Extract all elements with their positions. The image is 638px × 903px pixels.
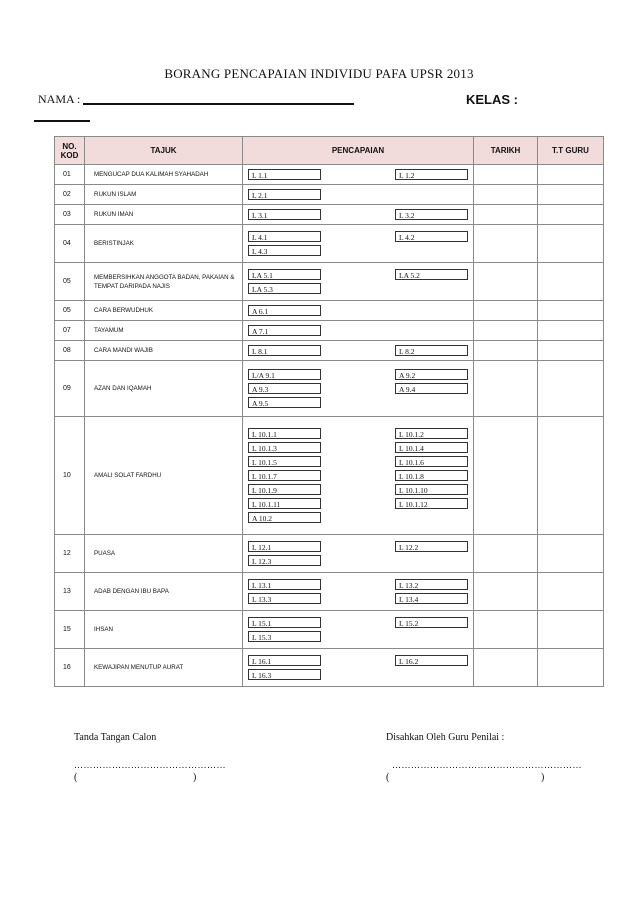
table-row <box>55 225 604 263</box>
candidate-signature-label: Tanda Tangan Calon <box>74 732 157 743</box>
achievement-checkbox[interactable]: L 10.1.2 <box>395 428 468 439</box>
row-pencapaian <box>243 165 474 185</box>
header-kod: NO. KOD <box>55 137 85 165</box>
kelas-field-line[interactable] <box>34 120 90 122</box>
row-tarikh-cell[interactable] <box>474 361 538 417</box>
row-kod: 08 <box>55 341 85 361</box>
achievement-checkbox[interactable]: L 1.1 <box>248 169 321 180</box>
row-tajuk: RUKUN IMAN <box>85 205 243 225</box>
row-kod: 02 <box>55 185 85 205</box>
row-guru-signature-cell[interactable] <box>538 361 604 417</box>
achievement-checkbox[interactable]: L 8.1 <box>248 345 321 356</box>
kelas-label: KELAS : <box>466 92 518 107</box>
row-kod: 07 <box>55 321 85 341</box>
row-pencapaian <box>243 573 474 611</box>
row-pencapaian <box>243 361 474 417</box>
row-tarikh-cell[interactable] <box>474 185 538 205</box>
achievement-checkbox[interactable]: L/A 9.1 <box>248 369 321 380</box>
row-tarikh-cell[interactable] <box>474 301 538 321</box>
table-row <box>55 205 604 225</box>
row-tajuk: RUKUN ISLAM <box>85 185 243 205</box>
row-tajuk: AMALI SOLAT FARDHU <box>85 417 243 535</box>
row-tajuk: CARA MANDI WAJIB <box>85 341 243 361</box>
table-row <box>55 535 604 573</box>
nama-label: NAMA : <box>38 92 81 106</box>
table-row <box>55 263 604 301</box>
achievement-checkbox[interactable]: L 16.1 <box>248 655 321 666</box>
achievement-checkbox[interactable]: A 9.4 <box>395 383 468 394</box>
row-kod: 03 <box>55 205 85 225</box>
row-tarikh-cell[interactable] <box>474 341 538 361</box>
row-pencapaian <box>243 341 474 361</box>
achievement-checkbox[interactable]: L 2.1 <box>248 189 321 200</box>
achievement-checkbox[interactable]: L 12.3 <box>248 555 321 566</box>
row-guru-signature-cell[interactable] <box>538 417 604 535</box>
row-pencapaian <box>243 225 474 263</box>
row-tarikh-cell[interactable] <box>474 321 538 341</box>
achievement-checkbox[interactable]: L 13.1 <box>248 579 321 590</box>
row-pencapaian <box>243 535 474 573</box>
achievement-checkbox[interactable]: L 13.4 <box>395 593 468 604</box>
teacher-signature-line[interactable]: …………………………………………………… <box>392 760 582 770</box>
table-row <box>55 361 604 417</box>
row-tajuk: PUASA <box>85 535 243 573</box>
achievement-checkbox[interactable]: L 10.1.8 <box>395 470 468 481</box>
row-pencapaian <box>243 263 474 301</box>
achievement-checkbox[interactable]: L 4.3 <box>248 245 321 256</box>
achievement-table <box>54 136 604 687</box>
achievement-checkbox[interactable]: L 10.1.7 <box>248 470 321 481</box>
achievement-checkbox[interactable]: L 10.1.5 <box>248 456 321 467</box>
achievement-checkbox[interactable]: L 15.2 <box>395 617 468 628</box>
achievement-checkbox[interactable]: L 12.2 <box>395 541 468 552</box>
candidate-signature-line[interactable]: ………………………………………… <box>74 760 226 770</box>
table-row <box>55 649 604 687</box>
row-guru-signature-cell[interactable] <box>538 535 604 573</box>
achievement-checkbox[interactable]: L 10.1.6 <box>395 456 468 467</box>
row-pencapaian <box>243 205 474 225</box>
row-tajuk: IHSAN <box>85 611 243 649</box>
row-kod: 01 <box>55 165 85 185</box>
teacher-signature-label: Disahkan Oleh Guru Penilai : <box>386 732 505 743</box>
row-guru-signature-cell[interactable] <box>538 611 604 649</box>
table-body <box>55 165 604 687</box>
row-guru-signature-cell[interactable] <box>538 205 604 225</box>
achievement-checkbox[interactable]: A 9.5 <box>248 397 321 408</box>
row-tarikh-cell[interactable] <box>474 611 538 649</box>
row-kod: 10 <box>55 417 85 535</box>
achievement-checkbox[interactable]: LA 5.1 <box>248 269 321 280</box>
row-kod: 05 <box>55 263 85 301</box>
achievement-checkbox[interactable]: L 10.1.1 <box>248 428 321 439</box>
achievement-checkbox[interactable]: L 10.1.4 <box>395 442 468 453</box>
row-kod: 15 <box>55 611 85 649</box>
achievement-checkbox[interactable]: L 13.2 <box>395 579 468 590</box>
row-kod: 05 <box>55 301 85 321</box>
achievement-checkbox[interactable]: L 13.3 <box>248 593 321 604</box>
row-kod: 12 <box>55 535 85 573</box>
teacher-name-close-paren: ) <box>541 772 545 783</box>
table-row <box>55 341 604 361</box>
achievement-checkbox[interactable]: L 4.2 <box>395 231 468 242</box>
row-guru-signature-cell[interactable] <box>538 573 604 611</box>
row-guru-signature-cell[interactable] <box>538 263 604 301</box>
row-kod: 04 <box>55 225 85 263</box>
row-tajuk: MEMBERSIHKAN ANGGOTA BADAN, PAKAIAN & TEMPAT DARIPADA NAJIS <box>85 263 243 301</box>
table-row <box>55 165 604 185</box>
row-pencapaian <box>243 649 474 687</box>
row-tarikh-cell[interactable] <box>474 649 538 687</box>
row-guru-signature-cell[interactable] <box>538 165 604 185</box>
achievement-checkbox[interactable]: L 10.1.10 <box>395 484 468 495</box>
achievement-checkbox[interactable]: A 9.2 <box>395 369 468 380</box>
row-pencapaian <box>243 611 474 649</box>
achievement-checkbox[interactable]: L 3.2 <box>395 209 468 220</box>
row-tarikh-cell[interactable] <box>474 417 538 535</box>
table-header-row <box>55 137 604 165</box>
achievement-checkbox[interactable]: L 1.2 <box>395 169 468 180</box>
row-kod: 16 <box>55 649 85 687</box>
achievement-checkbox[interactable]: A 7.1 <box>248 325 321 336</box>
achievement-checkbox[interactable]: L 12.1 <box>248 541 321 552</box>
row-tajuk: ADAB DENGAN IBU BAPA <box>85 573 243 611</box>
row-guru-signature-cell[interactable] <box>538 321 604 341</box>
row-tajuk: KEWAJIPAN MENUTUP AURAT <box>85 649 243 687</box>
achievement-checkbox[interactable]: A 9.3 <box>248 383 321 394</box>
achievement-checkbox[interactable]: A 10.2 <box>248 512 321 523</box>
table-row <box>55 185 604 205</box>
row-tarikh-cell[interactable] <box>474 205 538 225</box>
achievement-checkbox[interactable]: A 6.1 <box>248 305 321 316</box>
row-tarikh-cell[interactable] <box>474 573 538 611</box>
row-tajuk: BERISTINJAK <box>85 225 243 263</box>
header-tarikh: TARIKH <box>474 137 538 165</box>
table-row <box>55 321 604 341</box>
achievement-checkbox[interactable]: L 15.1 <box>248 617 321 628</box>
row-guru-signature-cell[interactable] <box>538 301 604 321</box>
row-tarikh-cell[interactable] <box>474 263 538 301</box>
achievement-checkbox[interactable]: L 4.1 <box>248 231 321 242</box>
row-pencapaian <box>243 417 474 535</box>
header-pencapaian: PENCAPAIAN <box>243 137 474 165</box>
row-guru-signature-cell[interactable] <box>538 341 604 361</box>
form-title: BORANG PENCAPAIAN INDIVIDU PAFA UPSR 2013 <box>164 66 474 81</box>
candidate-name-close-paren: ) <box>193 772 197 783</box>
table-row <box>55 573 604 611</box>
row-kod: 13 <box>55 573 85 611</box>
row-pencapaian <box>243 321 474 341</box>
achievement-checkbox[interactable]: L 15.3 <box>248 631 321 642</box>
achievement-checkbox[interactable]: L 10.1.12 <box>395 498 468 509</box>
row-pencapaian <box>243 301 474 321</box>
achievement-checkbox[interactable]: L 16.3 <box>248 669 321 680</box>
achievement-checkbox[interactable]: L 10.1.3 <box>248 442 321 453</box>
header-guru: T.T GURU <box>538 137 604 165</box>
row-tajuk: TAYAMUM <box>85 321 243 341</box>
achievement-checkbox[interactable]: LA 5.2 <box>395 269 468 280</box>
achievement-checkbox[interactable]: LA 5.3 <box>248 283 321 294</box>
row-tarikh-cell[interactable] <box>474 535 538 573</box>
table-row <box>55 611 604 649</box>
nama-field-line[interactable] <box>83 103 354 105</box>
header-tajuk: TAJUK <box>85 137 243 165</box>
row-guru-signature-cell[interactable] <box>538 225 604 263</box>
achievement-checkbox[interactable]: L 16.2 <box>395 655 468 666</box>
row-tarikh-cell[interactable] <box>474 165 538 185</box>
row-tajuk: MENGUCAP DUA KALIMAH SYAHADAH <box>85 165 243 185</box>
row-pencapaian <box>243 185 474 205</box>
achievement-checkbox[interactable]: L 10.1.11 <box>248 498 321 509</box>
achievement-checkbox[interactable]: L 10.1.9 <box>248 484 321 495</box>
teacher-name-open-paren: ( <box>386 772 390 783</box>
table-row <box>55 417 604 535</box>
row-tarikh-cell[interactable] <box>474 225 538 263</box>
candidate-name-open-paren: ( <box>74 772 78 783</box>
row-kod: 09 <box>55 361 85 417</box>
row-guru-signature-cell[interactable] <box>538 185 604 205</box>
achievement-checkbox[interactable]: L 8.2 <box>395 345 468 356</box>
row-guru-signature-cell[interactable] <box>538 649 604 687</box>
table-row <box>55 301 604 321</box>
row-tajuk: AZAN DAN IQAMAH <box>85 361 243 417</box>
achievement-checkbox[interactable]: L 3.1 <box>248 209 321 220</box>
row-tajuk: CARA BERWUDHUK <box>85 301 243 321</box>
